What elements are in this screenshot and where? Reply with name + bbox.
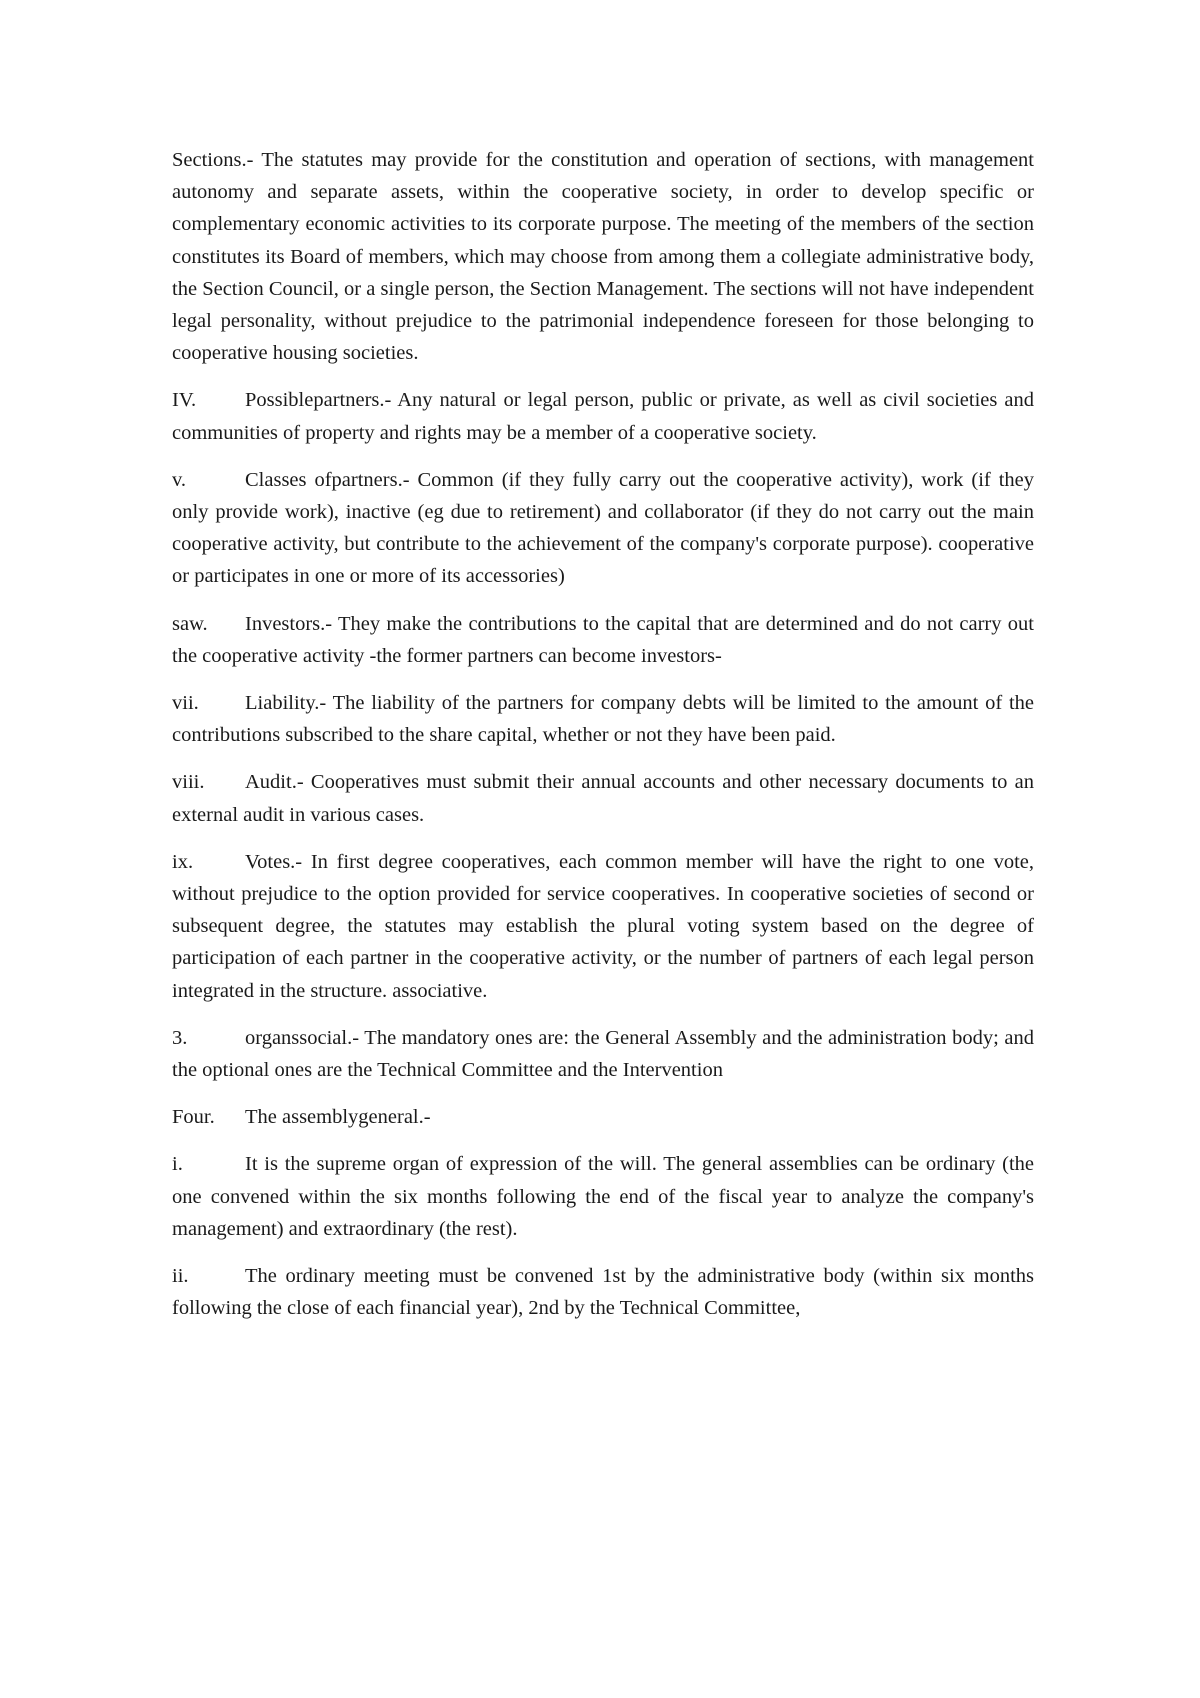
paragraph-votes — [172, 846, 1034, 1007]
paragraph-text: The ordinary meeting must be convened 1st by the administrative body (within six months following the close of each financial year), 2nd by the Technical Committee, — [172, 1265, 1034, 1320]
paragraph-label: IV. — [172, 389, 197, 412]
paragraph-text: Liability.- The liability of the partners for company debts will be limited to the amount of the contributions subscribed to the share capital, whether or not they have been paid. — [172, 692, 1034, 747]
paragraph-label: i. — [172, 1153, 183, 1176]
paragraph-possible-partners — [172, 384, 1034, 448]
paragraph-general-assembly — [172, 1101, 1034, 1133]
paragraph-label: v. — [172, 468, 187, 491]
paragraph-liability — [172, 687, 1034, 751]
paragraph-sections — [172, 144, 1034, 369]
paragraph-label: 3. — [172, 1026, 188, 1049]
paragraph-text: Investors.- They make the contributions to the capital that are determined and do not carry out the cooperative activity -the former partners can become investors- — [172, 612, 1034, 667]
paragraph-label: ix. — [172, 850, 194, 873]
paragraph-label: viii. — [172, 771, 205, 794]
paragraph-text: Possiblepartners.- Any natural or legal person, public or private, as well as civil societies and communities of property and rights may be a member of a cooperative society. — [172, 389, 1034, 444]
paragraph-text: Votes.- In first degree cooperatives, each common member will have the right to one vote, without prejudice to the option provided for service cooperatives. In cooperative societies of second or subsequent degree, the statutes may establish the plural voting system based on the degree of participation of each partner in the cooperative activity, or the number of partners of each legal person integrated in the structure. associative. — [172, 850, 1034, 1002]
paragraph-classes-of-partners — [172, 464, 1034, 593]
paragraph-label: saw. — [172, 612, 208, 635]
paragraph-label: ii. — [172, 1265, 189, 1288]
document-body — [172, 144, 1034, 1340]
paragraph-audit — [172, 766, 1034, 830]
paragraph-label: Four. — [172, 1106, 215, 1129]
paragraph-text: Audit.- Cooperatives must submit their annual accounts and other necessary documents to an external audit in various cases. — [172, 771, 1034, 826]
paragraph-ordinary-meeting — [172, 1260, 1034, 1324]
paragraph-text: Sections.- The statutes may provide for the constitution and operation of sections, with management autonomy and separate assets, within the cooperative society, in order to develop specific or complementary economic activities to its corporate purpose. The meeting of the members of the section constitutes its Board of members, which may choose from among them a collegiate administrative body, the Section Council, or a single person, the Section Management. The sections will not have independent legal personality, without prejudice to the patrimonial independence foreseen for those belonging to cooperative housing societies. — [172, 149, 1034, 365]
paragraph-social-organs — [172, 1022, 1034, 1086]
paragraph-label: vii. — [172, 692, 199, 715]
paragraph-text: organssocial.- The mandatory ones are: the General Assembly and the administration body; and the optional ones are the Technical Committee and the Intervention — [172, 1026, 1034, 1082]
paragraph-investors — [172, 608, 1034, 672]
paragraph-text: Classes ofpartners.- Common (if they fully carry out the cooperative activity), work (if they only provide work), inactive (eg due to retirement) and collaborator (if they do not carry out the main cooperative activity, but contribute to the achievement of the company's corporate purpose). cooperative or participates in one or more of its accessories) — [172, 468, 1034, 588]
paragraph-supreme-organ — [172, 1148, 1034, 1245]
paragraph-text: It is the supreme organ of expression of the will. The general assemblies can be ordinary (the one convened within the six months following the end of the fiscal year to analyze the company's management) and extraordinary (the rest). — [172, 1153, 1034, 1240]
paragraph-text: The assemblygeneral.- — [245, 1106, 431, 1129]
